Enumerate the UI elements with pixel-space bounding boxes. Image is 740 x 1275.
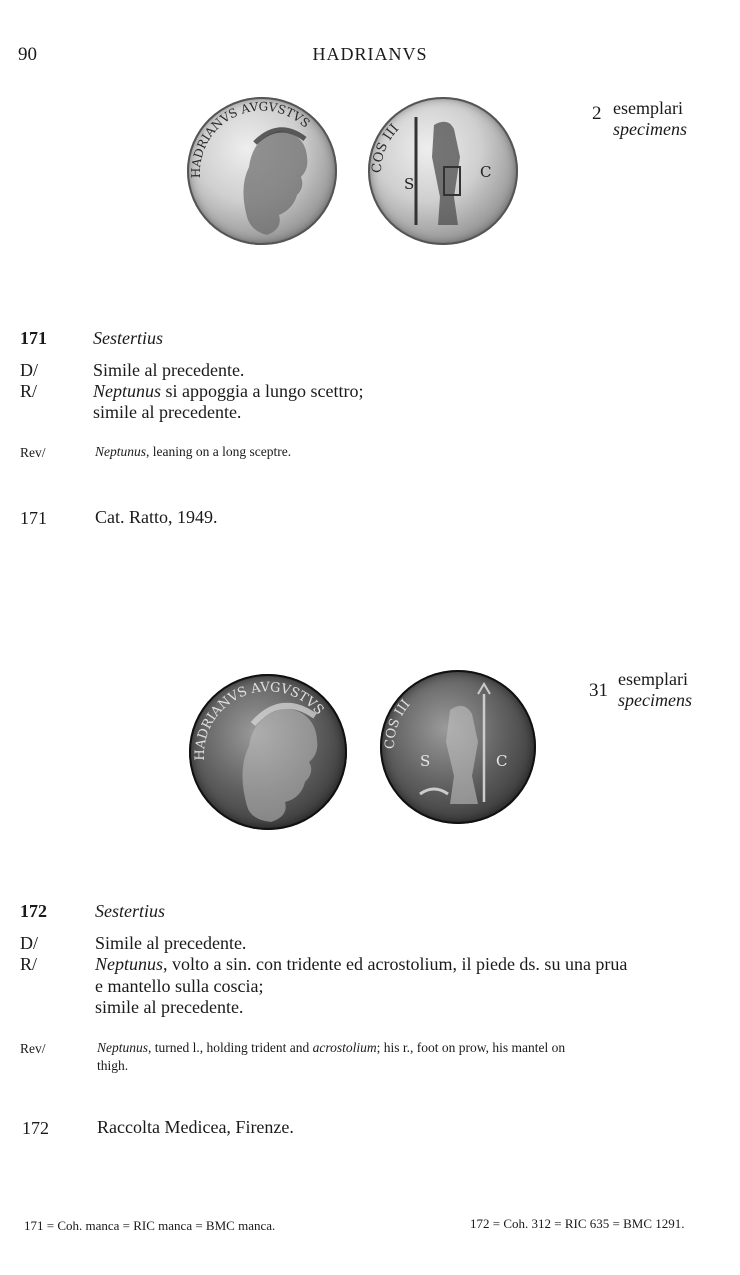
reverse-field-s: S — [404, 175, 415, 193]
reference-number: 172 — [22, 1118, 49, 1138]
english-reverse-label: Rev/ — [20, 1041, 46, 1056]
deity-name: Neptunus — [95, 954, 164, 974]
obverse-label: D/ — [20, 360, 38, 380]
coin-obverse-image — [189, 674, 347, 830]
reverse-description: Neptunus, volto a sin. con tridente ed acrostolium, il piede ds. su una prua — [95, 954, 628, 974]
page-number: 90 — [18, 44, 37, 65]
obverse-description: Simile al precedente. — [93, 360, 245, 380]
reverse-description: Neptunus si appoggia a lungo scettro; — [93, 381, 364, 401]
deity-name: Neptunus — [97, 1040, 149, 1055]
specimen-label-en: specimens — [613, 119, 687, 139]
reverse-field-c: C — [480, 163, 492, 181]
obverse-label: D/ — [20, 933, 38, 953]
specimen-label-it: esemplari — [613, 98, 683, 118]
specimen-count: 31 — [589, 680, 608, 701]
specimen-label-it: esemplari — [618, 669, 688, 689]
obverse-legend: HADRIANVS AVGVSTVS — [192, 680, 327, 761]
english-reverse-label: Rev/ — [20, 445, 46, 460]
entry-number: 171 — [20, 328, 47, 348]
svg-text:COS III — [370, 121, 402, 173]
reverse-field-s: S — [420, 752, 431, 770]
svg-text:COS III — [383, 697, 414, 749]
reverse-label: R/ — [20, 954, 38, 974]
reverse-description-cont: simile al precedente. — [93, 402, 242, 422]
obverse-legend: HADRIANVS AVGVSTVS — [188, 99, 313, 179]
coin-reverse-image — [380, 670, 536, 824]
deity-name: Neptunus — [93, 381, 162, 401]
specimen-label-en: specimens — [618, 690, 692, 710]
reference-number: 171 — [20, 508, 47, 528]
reverse-description-cont: e mantello sulla coscia; — [95, 976, 264, 996]
obverse-description: Simile al precedente. — [95, 933, 247, 953]
english-reverse-description-cont: thigh. — [97, 1058, 129, 1073]
deity-name: Neptunus — [95, 444, 147, 459]
entry-number: 172 — [20, 901, 47, 921]
english-reverse-description: Neptunus, leaning on a long sceptre. — [95, 444, 292, 459]
footnote-concordance-172: 172 = Coh. 312 = RIC 635 = BMC 1291. — [470, 1216, 685, 1231]
reverse-legend: COS III — [369, 121, 403, 174]
english-reverse-description: Neptunus, turned l., holding trident and acrostolium; his r., foot on prow, his mantel on — [97, 1040, 566, 1055]
reference-text: Cat. Ratto, 1949. — [95, 507, 218, 527]
footnote-concordance-171: 171 = Coh. manca = RIC manca = BMC manca. — [24, 1218, 276, 1233]
reverse-legend: COS III — [382, 697, 414, 750]
reverse-description-cont: simile al precedente. — [95, 997, 244, 1017]
reverse-label: R/ — [20, 381, 38, 401]
technical-term: acrostolium — [312, 1040, 377, 1055]
reverse-field-c: C — [496, 752, 508, 770]
coin-obverse-image — [187, 97, 337, 245]
running-head: HADRIANVS — [312, 44, 428, 64]
specimen-count: 2 — [592, 103, 602, 124]
coin-reverse-image — [368, 97, 518, 245]
reference-text: Raccolta Medicea, Firenze. — [97, 1117, 294, 1137]
entry-denomination: Sestertius — [93, 328, 163, 348]
entry-denomination: Sestertius — [95, 901, 165, 921]
